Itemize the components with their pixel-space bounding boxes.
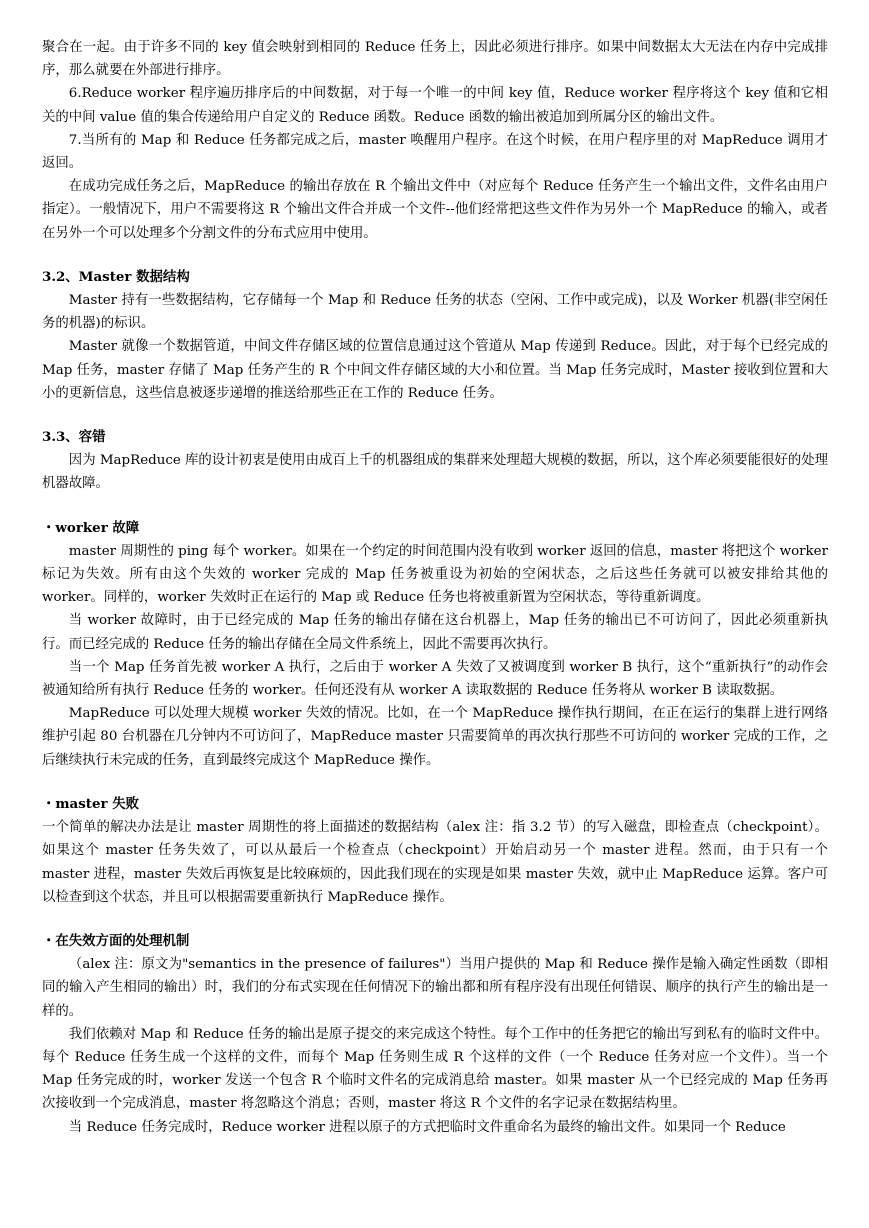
paragraph: 一个简单的解决办法是让 master 周期性的将上面描述的数据结构（alex 注：指 3.2 节）的写入磁盘，即检查点（checkpoint）。如果这个 master 任务失效了，可以从最后一个检查点（checkpoint）开始启动另一个 master 进程。然而，由于只有一个 master 进程，master 失效后再恢复是比较麻烦的，因此我们现在的实现是如果 master 失效，就中止 MapReduce 运算。客户可以检查到这个状态，并且可以根据需要重新执行 MapReduce 操作。: [42, 820, 828, 905]
subsection-heading-failure-semantics: ・在失效方面的处理机制: [42, 932, 190, 949]
paragraph: 7.当所有的 Map 和 Reduce 任务都完成之后，master 唤醒用户程序。在这个时候，在用户程序里的对 MapReduce 调用才返回。: [42, 132, 828, 172]
paragraph: 当 Reduce 任务完成时，Reduce worker 进程以原子的方式把临时文件重命名为最终的输出文件。如果同一个 Reduce: [68, 1119, 786, 1135]
paragraph: （alex 注：原文为"semantics in the presence of failures"）当用户提供的 Map 和 Reduce 操作是输入确定性函数（即相同的输入产生相同的输出）时，我们的分布式实现在任何情况下的输出都和所有程序没有出现任何错误、顺序的执行产生的输出是一样的。: [42, 957, 828, 1019]
paragraph: 我们依赖对 Map 和 Reduce 任务的输出是原子提交的来完成这个特性。每个工作中的任务把它的输出写到私有的临时文件中。每个 Reduce 任务生成一个这样的文件，而每个 Map 任务则生成 R 个这样的文件（一个 Reduce 任务对应一个文件）。当一个 Map 任务完成的时，worker 发送一个包含 R 个临时文件名的完成消息给 master。如果 master 从一个已经完成的 Map 任务再次接收到一个完成消息，master 将忽略这个消息；否则，master 将这 R 个文件的名字记录在数据结构里。: [42, 1026, 828, 1112]
subsection-heading-worker-failure: ・worker 故障: [42, 519, 140, 536]
paragraph: 聚合在一起。由于许多不同的 key 值会映射到相同的 Reduce 任务上，因此必须进行排序。如果中间数据太大无法在内存中完成排序，那么就要在外部进行排序。: [42, 40, 828, 79]
document-page: [42, 36, 828, 1139]
paragraph: 因为 MapReduce 库的设计初衷是使用由成百上千的机器组成的集群来处理超大规模的数据，所以，这个库必须要能很好的处理机器故障。: [42, 453, 828, 492]
paragraph: Master 就像一个数据管道，中间文件存储区域的位置信息通过这个管道从 Map 传递到 Reduce。因此，对于每个已经完成的 Map 任务，master 存储了 Map 任务产生的 R 个中间文件存储区域的大小和位置。当 Map 任务完成时，Master 接收到位置和大小的更新信息，这些信息被逐步递增的推送给那些正在工作的 Reduce 任务。: [42, 339, 829, 401]
paragraph: master 周期性的 ping 每个 worker。如果在一个约定的时间范围内没有收到 worker 返回的信息，master 将把这个 worker 标记为失效。所有由这个失效的 worker 完成的 Map 任务被重设为初始的空闲状态，之后这些任务就可以被安排给其他的 worker。同样的，worker 失效时正在运行的 Map 或 Reduce 任务也将被重新置为空闲状态，等待重新调度。: [42, 543, 828, 606]
section-heading-3-2: 3.2、Master 数据结构: [42, 268, 190, 285]
subsection-heading-master-failure: ・master 失败: [42, 795, 139, 812]
paragraph: MapReduce 可以处理大规模 worker 失效的情况。比如，在一个 MapReduce 操作执行期间，在正在运行的集群上进行网络维护引起 80 台机器在几分钟内不可访问了，MapReduce master 只需要简单的再次执行那些不可访问的 worker 完成的工作，之后继续执行未完成的任务，直到最终完成这个 MapReduce 操作。: [42, 706, 828, 768]
paragraph: 在成功完成任务之后，MapReduce 的输出存放在 R 个输出文件中（对应每个 Reduce 任务产生一个输出文件，文件名由用户指定）。一般情况下，用户不需要将这 R 个输出文件合并成一个文件--他们经常把这些文件作为另外一个 MapReduce 的输入，或者在另外一个可以处理多个分割文件的分布式应用中使用。: [42, 179, 828, 241]
paragraph: 6.Reduce worker 程序遍历排序后的中间数据，对于每一个唯一的中间 key 值，Reduce worker 程序将这个 key 值和它相关的中间 value 值的集合传递给用户自定义的 Reduce 函数。Reduce 函数的输出被追加到所属分区的输出文件。: [42, 86, 828, 125]
paragraph: 当一个 Map 任务首先被 worker A 执行，之后由于 worker A 失效了又被调度到 worker B 执行，这个“重新执行”的动作会被通知给所有执行 Reduce 任务的 worker。任何还没有从 worker A 读取数据的 Reduce 任务将从 worker B 读取数据。: [42, 659, 828, 699]
paragraph: Master 持有一些数据结构，它存储每一个 Map 和 Reduce 任务的状态（空闲、工作中或完成)，以及 Worker 机器(非空闲任务的机器)的标识。: [42, 293, 828, 332]
paragraph: 当 worker 故障时，由于已经完成的 Map 任务的输出存储在这台机器上，Map 任务的输出已不可访问了，因此必须重新执行。而已经完成的 Reduce 任务的输出存储在全局文件系统上，因此不需要再次执行。: [42, 613, 828, 652]
section-heading-3-3: 3.3、容错: [42, 429, 106, 446]
